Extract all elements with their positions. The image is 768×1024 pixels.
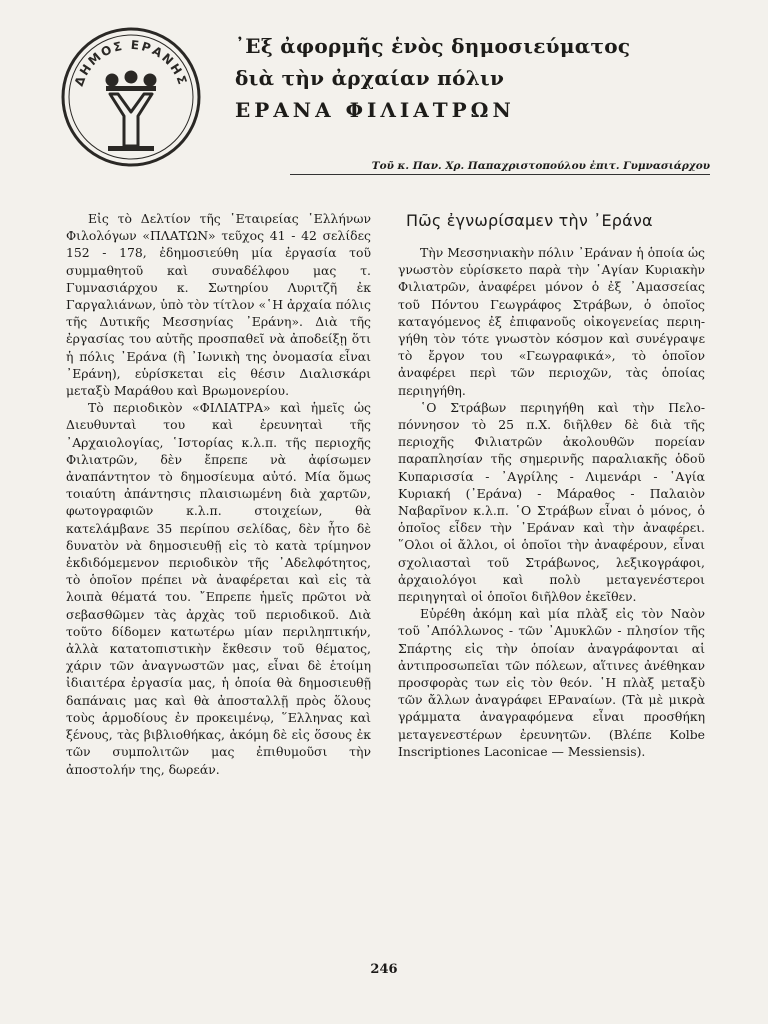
right-paragraph-3: Εὑρέθη ἀκόμη καὶ μία πλὰξ εἰς τὸν Ναὸν τοῦ ᾿Απόλλωνος - τῶν ᾿Αμυκλῶν - πλησίον τῆς Σπάρτης εἰς τὴν ὁποίαν ἀναγράφονται αἱ ἀντιπροσωπεῖαι τῶν πόλεων, αἵτινες ἀνέθηκαν προσφορὰς των εἰς τὸν θεόν. ῾Η πλὰξ μεταξὺ τῶν ἄλλων ἀναγράφει ΕΡαναίων. (Τὰ μὲ μικρὰ γράμματα ἀναγραφόμενα εἶναι προσθήκη μεταγενεστέρων ἐρευνητῶν. (Βλέπε Kolbe Inscriptiones Laconicae — Messiensis). (398, 606, 705, 759)
left-paragraph-1: Εἰς τὸ Δελτίον τῆς ῾Εταιρείας ῾Ελλήνων Φιλολόγων «ΠΛΑΤΩΝ» τεῦχος 41 - 42 σελίδες 152 - 178, ἐδημοσιεύθη μία ἐργασία τοῦ συμμαθητοῦ καὶ συναδέλφου μας τ. Γυμνασιάρχου κ. Σωτηρίου Λυριτζῆ ἐκ Γαργαλιάνων, ὑπὸ τὸν τίτλον «῾Η ἀρχαία πόλις τῆς Δυτικῆς Μεσσηνίας ᾿Εράνη». Διὰ τῆς ἐργασίας του αὐτῆς προσπαθεῖ νὰ ἀποδείξῃ ὅτι ἡ πόλις ᾿Εράνα (ἢ ᾿Ιωνικὴ της ὀνομασία εἶναι ᾿Εράνη), εὑρίσκεται εἰς θέσιν Διαλισκάρι μεταξὺ Μαράθου καὶ Βρωμονερίου. (66, 211, 371, 399)
title-line-3: ΕΡΑΝΑ ΦΙΛΙΑΤΡΩΝ (235, 98, 515, 122)
right-paragraph-2: ῾Ο Στράβων περιηγήθη καὶ τὴν Πελοπόννησον τὸ 25 π.Χ. διῆλθεν δὲ διὰ τῆς περιοχῆς Φιλιατρῶν ἀκολουθῶν πορείαν παραπλησίαν τῆς σημερινῆς παραλιακῆς ὁδοῦ Κυπαρισσία - ᾿Αγρίλης - Λιμενάρι - ῾Αγία Κυριακή (᾿Εράνα) - Μάραθος - Παλαιὸν Ναβαρῖνον κ.λ.π. ῾Ο Στράβων εἶναι ὁ μόνος, ὁ ὁποῖος εἶδεν τὴν ᾿Εράναν καὶ τὴν ἀναφέρει. ῞Ολοι οἱ ἄλλοι, οἱ ὁποῖοι τὴν ἀναφέρουν, εἶναι σχολιασταὶ τοῦ Στράβωνος, λεξικογράφοι, ἀρχαιολόγοι καὶ πολὺ μεταγενέστεροι περιηγηταὶ οἱ ὁποῖοι διῆλθον ἐκεῖθεν. (398, 399, 705, 605)
author-byline: Τοῦ κ. Παν. Χρ. Παπαχριστοπούλου ἐπιτ. Γυμνασιάρχου (290, 160, 710, 175)
article-title (235, 30, 735, 126)
right-column (398, 210, 705, 760)
seal-emblem-graphic (58, 24, 204, 170)
page-number: 246 (370, 962, 398, 977)
section-subheading: Πῶς ἐγνωρίσαμεν τὴν ᾿Εράνα (406, 211, 653, 230)
title-line-2: διὰ τὴν ἀρχαίαν πόλιν (235, 66, 505, 90)
municipal-seal (58, 24, 204, 170)
title-line-1: ᾿Εξ ἀφορμῆς ἑνὸς δημοσιεύματος (235, 34, 631, 58)
seal-inscription: ΔΗΜΟΣ ΕΡΑΝΗΣ (71, 37, 191, 88)
left-paragraph-2: Τὸ περιοδικὸν «ΦΙΛΙΑΤΡΑ» καὶ ἡμεῖς ὡς Διευθυνταὶ του καὶ ἐρευνηταὶ τῆς ᾿Αρχαιολογίας, ῾Ιστορίας κ.λ.π. τῆς περιοχῆς Φιλιατρῶν, δὲν ἔπρεπε νὰ ἀφίσωμεν ἀναπάντητον τὸ δημοσίευμα αὐτό. Μία ὅμως τοιαύτη ἀπάντησις πλαισιωμένη διὰ χαρτῶν, φωτογραφιῶν κ.λ.π. στοιχείων, θὰ κατελάμβανε 35 περίπου σελίδας, δὲν ἦτο δὲ δυνατὸν νὰ δημοσιευθῇ εἰς τὸ κατὰ τρίμηνον ἐκδιδόμεμενον περιοδικὸν τῆς ᾿Αδελφότητος, τὸ ὁποῖον πρέπει νὰ ἀναφέρεται καὶ εἰς τὰ λοιπὰ θέματά του. ῎Επρεπε ἡμεῖς πρῶτοι νὰ σεβασθῶμεν τὰς ἀρχὰς τοῦ περιοδικοῦ. Διὰ τοῦτο δίδομεν κατωτέρω μίαν περιληπτικήν, ἀλλὰ κατατοπιστικὴν ἔκθεσιν τοῦ θέματος, χάριν τῶν ἀναγνωστῶν μας, εἶναι δὲ ἑτοίμη ἰδιαιτέρα ἐργασία μας, ἡ ὁποία θὰ δημοσιευθῇ δαπάναις μας καὶ θὰ ἀποσταλλῇ πρὸς ὅλους τοὺς ἁρμοδίους ἐν προκειμένῳ, ῞Ελληνας καὶ ξένους, τὰς βιβλιοθήκας, ἀκόμη δὲ εἰς ὅσους ἐκ τῶν συμπολιτῶν μας ἐπιθυμοῦσι τὴν ἀποστολήν της, δωρεάν. (66, 400, 371, 777)
right-paragraph-1: Τὴν Μεσσηνιακὴν πόλιν ᾿Εράναν ἡ ὁποία ὡς γνωστὸν εὑρίσκετο παρὰ τὴν ῾Αγίαν Κυριακὴν Φιλιατρῶν, ἀναφέρει μόνον ὁ ἐξ ᾿Αμασσείας τοῦ Πόντου Γεωγράφος Στράβων, ὁ ὁποῖος καταγόμενος ἐξ ἐπιφανοῦς οἰκογενείας περιηγήθη τὸν τότε γνωστὸν κόσμον καὶ συνέγραψε τὸ ἔργον του «Γεωγραφικά», τὸ ὁποῖον ἀναφέρει περὶ τῶν περιοχῶν, τὰς ὁποίας περιηγήθη. (398, 245, 705, 398)
left-column (66, 210, 371, 778)
